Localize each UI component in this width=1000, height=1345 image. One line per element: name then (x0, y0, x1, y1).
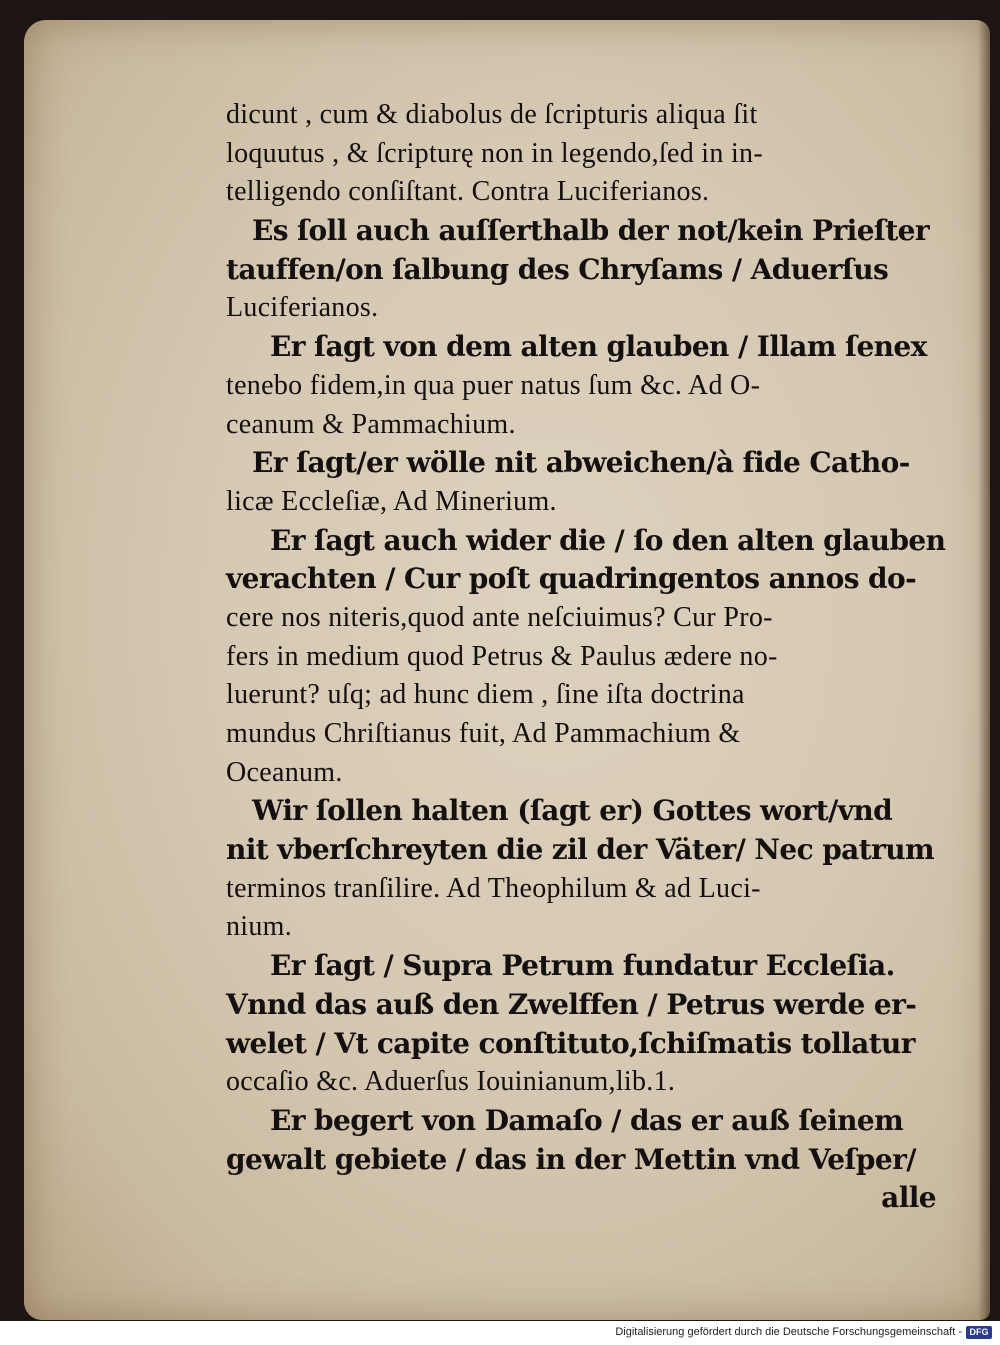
text-line: welet / Vt capite conſtituto,ſchiſmatis tollatur (226, 1026, 915, 1060)
text-line: cere nos niteris,quod ante neſciuimus? Cur Pro- (226, 601, 773, 633)
text-line: ceanum & Pammachium. (226, 408, 516, 440)
text-line: Er ſagt / Supra Petrum fundatur Eccleſia. (270, 949, 895, 983)
dfg-logo: DFG (966, 1326, 992, 1339)
text-line: Wir ſollen halten (ſagt er) Gottes wort/vnd (252, 794, 893, 828)
text-line: telligendo conſiſtant. Contra Luciferianos. (226, 176, 710, 208)
text-line: occaſio &c. Aduerſus Iouinianum,lib.1. (226, 1066, 676, 1098)
text-line: Er ſagt von dem alten glauben / Illam ſenex (270, 330, 927, 364)
text-line: Luciferianos. (226, 292, 379, 324)
text-line: licæ Eccleſiæ, Ad Minerium. (226, 485, 557, 517)
text-line: luerunt? uſq; ad hunc diem , ſine iſta doctrina (226, 679, 745, 711)
text-line: Oceanum. (226, 756, 343, 788)
digitization-footer (0, 1321, 1000, 1345)
text-line: gewalt gebiete / das in der Mettin vnd Veſper/ (226, 1142, 916, 1176)
text-line: Er ſagt/er wölle nit abweichen/à fide Catho- (252, 446, 910, 480)
text-line: Er begert von Damaſo / das er auß ſeinem (270, 1103, 904, 1137)
text-line: Es ſoll auch auſſerthalb der not/kein Prieſter (252, 214, 930, 248)
text-line: dicunt , cum & diabolus de ſcripturis aliqua ſit (226, 99, 758, 130)
text-line: mundus Chriſtianus fuit, Ad Pammachium & (226, 718, 741, 749)
text-line: Vnnd das auß den Zwelffen / Petrus werde er- (226, 987, 917, 1021)
text-line: nit vberſchreyten die zil der Väter/ Nec patrum (226, 833, 934, 867)
text-line: fers in medium quod Petrus & Paulus ædere no- (226, 640, 778, 672)
page-text-block (226, 96, 946, 1218)
text-line: terminos tranſilire. Ad Theophilum & ad Luci- (226, 872, 761, 904)
text-line: Er ſagt auch wider die / ſo den alten glauben (270, 523, 946, 557)
text-line: tauffen/on ſalbung des Chryſams / Aduerſus (226, 252, 889, 286)
text-line: loquutus , & ſcripturę non in legendo,ſed in in- (226, 137, 763, 169)
text-line: tenebo fidem,in qua puer natus ſum &c. Ad O- (226, 369, 761, 401)
text-line: verachten / Cur poſt quadringentos annos do- (226, 562, 917, 596)
catchword: alle (881, 1181, 936, 1215)
text-line: nium. (226, 911, 293, 943)
funding-notice: Digitalisierung gefördert durch die Deutsche Forschungsgemeinschaft - (615, 1326, 962, 1338)
